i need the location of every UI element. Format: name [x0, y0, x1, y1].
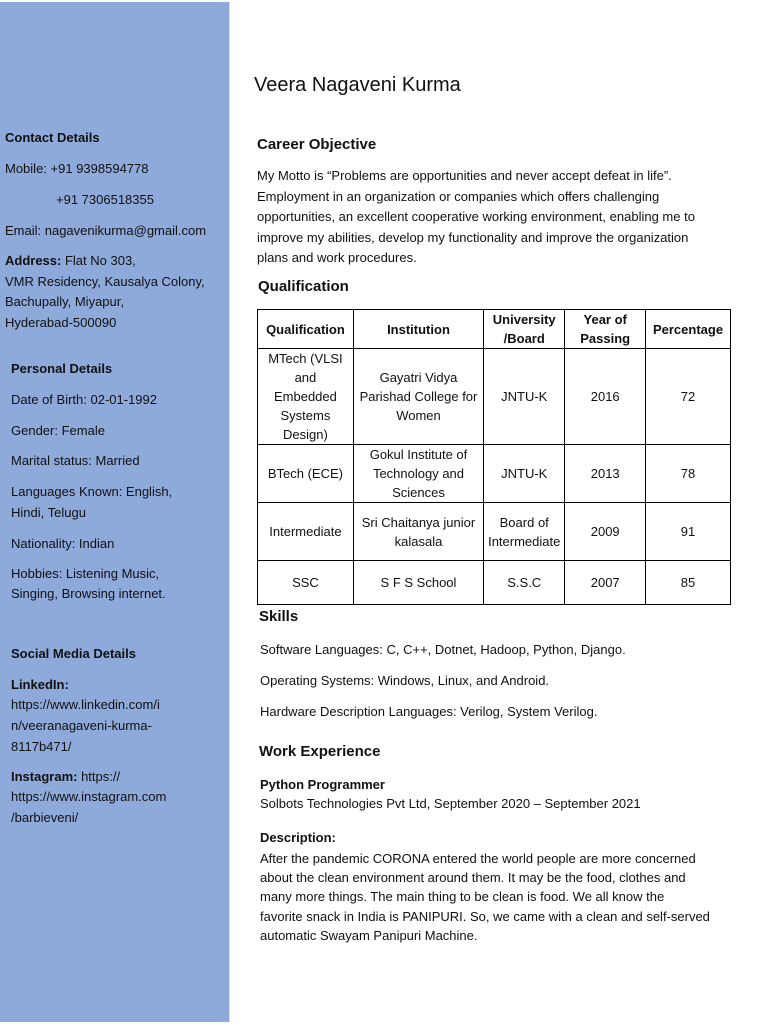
- job-company: Solbots Technologies Pvt Ltd, September 2020 – September 2021: [260, 796, 641, 811]
- cell-year: 2016: [565, 349, 646, 445]
- instagram-line-1: [11, 767, 120, 787]
- description-line: automatic Swayam Panipuri Machine.: [260, 927, 478, 943]
- qualification-heading: Qualification: [258, 278, 349, 295]
- mobile-1: [5, 159, 149, 179]
- objective-text: [257, 166, 695, 269]
- cell-university: Board of Intermediate: [484, 503, 565, 561]
- email-value: nagavenikurma@gmail.com: [44, 223, 207, 238]
- linkedin-url-3[interactable]: 8117b471/: [11, 739, 72, 754]
- personal-heading: Personal Details: [11, 361, 113, 376]
- cell-percentage: 72: [646, 349, 731, 445]
- instagram-label: Instagram:: [11, 769, 78, 784]
- candidate-name: Veera Nagaveni Kurma: [254, 74, 461, 96]
- description-line: favorite snack in India is PANIPURI. So, we came with a clean and self-served: [260, 908, 710, 924]
- cell-qualification: SSC: [258, 561, 354, 605]
- linkedin-label: LinkedIn:: [11, 677, 69, 692]
- nationality: Nationality: Indian: [11, 536, 115, 551]
- address-line-2: VMR Residency, Kausalya Colony,: [5, 274, 205, 289]
- cell-year: 2007: [565, 561, 646, 605]
- description-text: [260, 849, 710, 945]
- instagram-url-1[interactable]: https://: [77, 769, 121, 784]
- email-line: [5, 221, 206, 241]
- address-value-1: Flat No 303,: [61, 253, 136, 268]
- social-heading: Social Media Details: [11, 646, 136, 661]
- gender: Gender: Female: [11, 423, 105, 438]
- cell-institution: S F S School: [353, 561, 483, 605]
- table-row: [258, 561, 731, 605]
- objective-line: opportunities, an excellent cooperative working environment, enabling me to: [257, 209, 695, 224]
- skill-item: Hardware Description Languages: Verilog, System Verilog.: [260, 704, 598, 719]
- qualification-table: [257, 309, 731, 605]
- mobile-number-2: +91 7306518355: [56, 192, 154, 207]
- mobile-number-1: +91 9398594778: [50, 161, 149, 176]
- cell-qualification: BTech (ECE): [258, 445, 354, 503]
- cell-institution: Sri Chaitanya junior kalasala: [353, 503, 483, 561]
- marital-status: Marital status: Married: [11, 453, 140, 468]
- header-qualification: Qualification: [258, 310, 354, 349]
- languages-line-1: Languages Known: English,: [11, 484, 173, 499]
- hobbies-line-1: Hobbies: Listening Music,: [11, 566, 160, 581]
- header-university: University /Board: [484, 310, 565, 349]
- cell-university: S.S.C: [484, 561, 565, 605]
- table-row: [258, 349, 731, 445]
- table-header-row: [258, 310, 731, 349]
- skill-item: Software Languages: C, C++, Dotnet, Hadoop, Python, Django.: [260, 642, 626, 657]
- job-title: Python Programmer: [260, 777, 385, 792]
- hobbies-line-2: Singing, Browsing internet.: [11, 586, 166, 601]
- header-year: Year of Passing: [565, 310, 646, 349]
- address-line-3: Bachupally, Miyapur,: [5, 294, 124, 309]
- table-row: [258, 503, 731, 561]
- linkedin-url-1[interactable]: https://www.linkedin.com/i: [11, 697, 160, 712]
- cell-percentage: 85: [646, 561, 731, 605]
- objective-line: Employment in an organization or companies which offers challenging: [257, 188, 660, 204]
- description-line: After the pandemic CORONA entered the world people are more concerned: [260, 851, 696, 866]
- contact-heading: Contact Details: [5, 130, 100, 145]
- description-label: Description:: [260, 830, 336, 845]
- dob: Date of Birth: 02-01-1992: [11, 392, 157, 407]
- objective-line: plans and work procedures.: [257, 250, 417, 265]
- cell-university: JNTU-K: [484, 349, 565, 445]
- cell-institution: Gayatri Vidya Parishad College for Women: [353, 349, 483, 445]
- objective-line: improve my abilities, develop my functionality and improve the organization: [257, 229, 689, 245]
- description-line: about the clean environment around them. It may be the food, clothes and: [260, 870, 686, 886]
- linkedin-url-2[interactable]: n/veeranagaveni-kurma-: [11, 718, 152, 733]
- address-line-4: Hyderabad-500090: [5, 315, 117, 330]
- objective-line: My Motto is “Problems are opportunities and never accept defeat in life”.: [257, 168, 672, 183]
- objective-heading: Career Objective: [257, 136, 377, 153]
- skill-item: Operating Systems: Windows, Linux, and Android.: [260, 673, 550, 688]
- address-label: Address:: [5, 253, 62, 268]
- cell-year: 2009: [565, 503, 646, 561]
- cell-qualification: MTech (VLSI and Embedded Systems Design): [258, 349, 354, 445]
- languages-line-2: Hindi, Telugu: [11, 505, 86, 520]
- description-line: many more things. The main thing to be clean is food. We all know the: [260, 889, 665, 905]
- cell-university: JNTU-K: [484, 445, 565, 503]
- email-label: Email:: [5, 223, 45, 238]
- header-institution: Institution: [353, 310, 483, 349]
- mobile-label: Mobile:: [5, 161, 51, 176]
- cell-percentage: 78: [646, 445, 731, 503]
- cell-institution: Gokul Institute of Technology and Sciences: [353, 445, 483, 503]
- work-heading: Work Experience: [259, 743, 381, 760]
- table-row: [258, 445, 731, 503]
- instagram-url-2[interactable]: https://www.instagram.com: [11, 789, 167, 804]
- instagram-url-3[interactable]: /barbieveni/: [11, 810, 79, 825]
- address-line-1: [5, 251, 136, 271]
- cell-qualification: Intermediate: [258, 503, 354, 561]
- cell-year: 2013: [565, 445, 646, 503]
- cell-percentage: 91: [646, 503, 731, 561]
- skills-heading: Skills: [259, 608, 299, 625]
- header-percentage: Percentage: [646, 310, 731, 349]
- sidebar: [0, 2, 230, 1022]
